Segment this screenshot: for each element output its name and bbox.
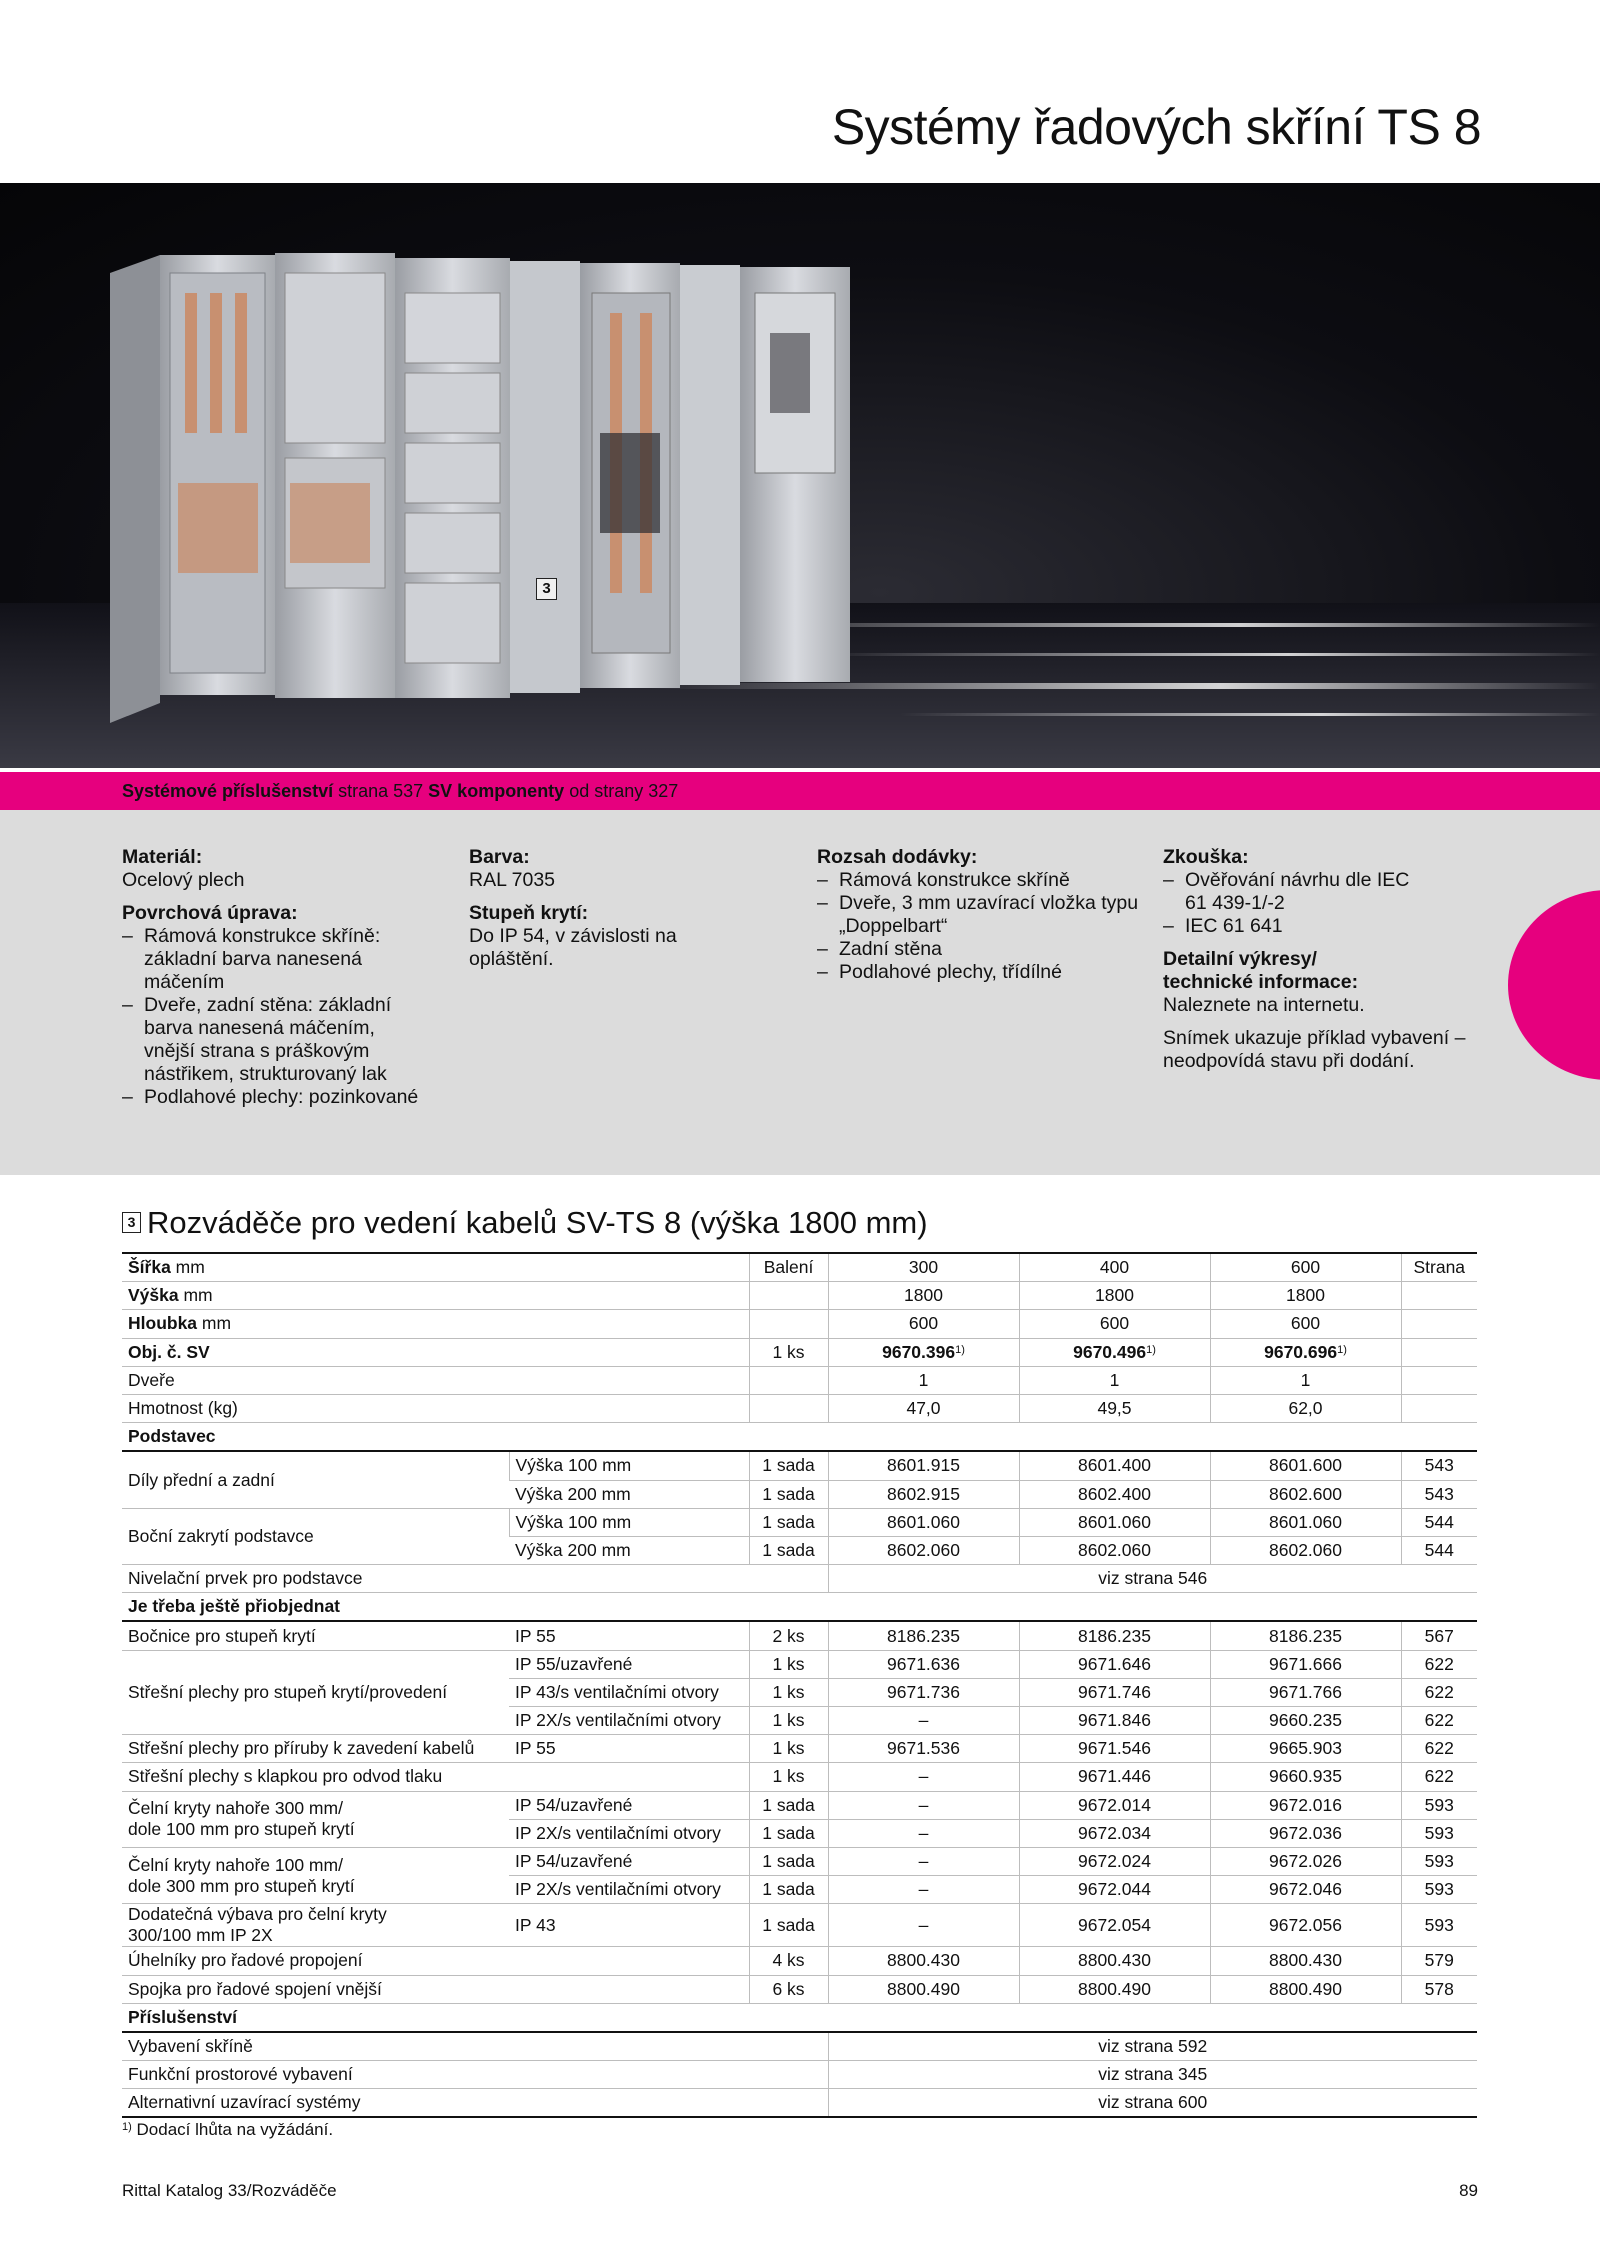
page-title: Systémy řadových skříní TS 8 [831, 99, 1481, 155]
doors-label: Dveře [122, 1366, 749, 1394]
table-cell: 593 [1401, 1847, 1477, 1875]
group-accessories: Příslušenství [122, 2003, 1477, 2032]
table-cell: 1 sada [749, 1451, 828, 1480]
footnote-marker: 1) [122, 2121, 132, 2133]
table-cell: 600 [1019, 1310, 1210, 1338]
table-cell: 8602.400 [1019, 1480, 1210, 1508]
drawings-value: Naleznete na internetu. [1163, 994, 1365, 1016]
drawings-heading-2: technické informace: [1163, 971, 1359, 993]
table-cell: 8601.600 [1210, 1451, 1401, 1480]
table-cell: 9672.044 [1019, 1876, 1210, 1904]
table-cell: 8800.490 [828, 1975, 1019, 2003]
table-cell: 9671.666 [1210, 1650, 1401, 1678]
table-cell: 1800 [828, 1282, 1019, 1310]
table-cell: 8186.235 [1210, 1621, 1401, 1650]
table-cell: 1 ks [749, 1735, 828, 1763]
table-cell: 593 [1401, 1791, 1477, 1819]
table-cell: 578 [1401, 1975, 1477, 2003]
group-header-row [122, 1593, 1477, 1622]
table-cell: 1 ks [749, 1650, 828, 1678]
table-cell: 9672.036 [1210, 1819, 1401, 1847]
footer-catalog: Rittal Katalog 33/Rozváděče [122, 2181, 337, 2200]
table-cell: – [828, 1847, 1019, 1875]
info-panel [0, 810, 1600, 1175]
table-cell: – [828, 1763, 1019, 1791]
row-label: Funkční prostorové vybavení [122, 2061, 828, 2089]
table-cell: 1 ks [749, 1707, 828, 1735]
table-cell: 8601.400 [1019, 1451, 1210, 1480]
table-cell: 1 sada [749, 1480, 828, 1508]
table-cell: 9671.746 [1019, 1678, 1210, 1706]
table-cell: 9672.054 [1019, 1904, 1210, 1947]
sv-components-page: od strany 327 [564, 781, 679, 801]
page-number: 89 [1459, 2181, 1478, 2200]
table-cell: 593 [1401, 1819, 1477, 1847]
page-reference: viz strana 345 [828, 2061, 1477, 2089]
row-label: Střešní plechy pro příruby k zavedení kabelů [122, 1735, 509, 1763]
row-label [122, 1791, 509, 1847]
table-row [122, 1791, 1477, 1819]
table-cell: 9672.046 [1210, 1876, 1401, 1904]
table-cell: 579 [1401, 1947, 1477, 1975]
table-cell: 1 sada [749, 1536, 828, 1564]
table-cell: 9671.446 [1019, 1763, 1210, 1791]
table-cell: 8602.060 [1019, 1536, 1210, 1564]
unit-mm: mm [178, 1285, 213, 1306]
table-row [122, 1847, 1477, 1875]
table-cell: 1 ks [749, 1678, 828, 1706]
scope-item: – Zadní stěna [817, 938, 1137, 961]
table-cell: 9672.034 [1019, 1819, 1210, 1847]
footnote-ref: 1) [1146, 1343, 1156, 1356]
surface-item: – Podlahové plechy: pozinkované [122, 1086, 452, 1109]
table-cell: 543 [1401, 1480, 1477, 1508]
table-cell: IP 43/s ventilačními otvory [509, 1678, 749, 1706]
row-label: Alternativní uzavírací systémy [122, 2089, 828, 2118]
row-label: Střešní plechy pro stupeň krytí/provedení [122, 1650, 509, 1735]
table-cell: 1 [828, 1366, 1019, 1394]
test-item: – Ověřování návrhu dle IEC 61 439-1/-2 [1163, 869, 1415, 915]
unit-mm: mm [197, 1313, 232, 1334]
unit-mm: mm [170, 1257, 205, 1278]
info-col-test [1163, 846, 1493, 1073]
surface-heading: Povrchová úprava: [122, 902, 298, 924]
row-label-line: Čelní kryty nahoře 100 mm/ [128, 1854, 343, 1875]
table-cell: 600 [1210, 1310, 1401, 1338]
table-cell: 9671.536 [828, 1735, 1019, 1763]
table-cell: IP 54/uzavřené [509, 1791, 749, 1819]
width-300: 300 [828, 1253, 1019, 1282]
table-cell: 9672.056 [1210, 1904, 1401, 1947]
row-label: Boční zakrytí podstavce [122, 1508, 509, 1564]
height-label: Výška [128, 1285, 179, 1306]
product-photo [0, 183, 1600, 768]
table-cell: Výška 100 mm [509, 1451, 749, 1480]
table-row [122, 1451, 1477, 1480]
footnote-text: Dodací lhůta na vyžádání. [131, 2120, 334, 2139]
table-row [122, 1565, 1477, 1593]
table-cell: 8800.430 [1019, 1947, 1210, 1975]
table-cell: 593 [1401, 1904, 1477, 1947]
table-cell: 9671.546 [1019, 1735, 1210, 1763]
table-row [122, 1253, 1477, 1282]
table-cell: 9672.024 [1019, 1847, 1210, 1875]
packing-header: Balení [749, 1253, 828, 1282]
surface-item: – Rámová konstrukce skříně: základní barva nanesená máčením [122, 925, 444, 994]
scope-item: – Rámová konstrukce skříně [817, 869, 1137, 892]
table-cell: IP 2X/s ventilačními otvory [509, 1819, 749, 1847]
table-cell: 8800.490 [1019, 1975, 1210, 2003]
table-cell: 9671.636 [828, 1650, 1019, 1678]
table-cell: 622 [1401, 1678, 1477, 1706]
row-label: Vybavení skříně [122, 2032, 828, 2061]
table-row [122, 1310, 1477, 1338]
table-cell: 8601.915 [828, 1451, 1019, 1480]
row-label-line: Dodatečná výbava pro čelní kryty [128, 1904, 387, 1925]
group-order: Je třeba ještě přiobjednat [122, 1593, 1477, 1622]
table-row [122, 2089, 1477, 2118]
accessories-bar [0, 772, 1600, 810]
table-row [122, 1947, 1477, 1975]
row-label: Nivelační prvek pro podstavce [122, 1565, 828, 1593]
width-400: 400 [1019, 1253, 1210, 1282]
info-col-color [469, 846, 769, 971]
footnote [122, 2120, 333, 2140]
cabinet-illustration [0, 183, 1600, 768]
order-number-label: Obj. č. SV [128, 1341, 210, 1362]
table-cell: 49,5 [1019, 1394, 1210, 1422]
table-row [122, 1508, 1477, 1536]
row-label [122, 1904, 509, 1947]
table-cell: 543 [1401, 1451, 1477, 1480]
table-row [122, 1338, 1477, 1366]
table-cell: 1 sada [749, 1508, 828, 1536]
row-label-line: dole 100 mm pro stupeň krytí [128, 1819, 355, 1840]
table-cell: Výška 200 mm [509, 1480, 749, 1508]
protection-heading: Stupeň krytí: [469, 902, 589, 924]
table-cell: 9672.014 [1019, 1791, 1210, 1819]
page-header: Strana [1401, 1253, 1477, 1282]
table-cell: 8186.235 [828, 1621, 1019, 1650]
table-cell: 8602.060 [1210, 1536, 1401, 1564]
table-cell: 1 ks [749, 1763, 828, 1791]
table-cell: – [828, 1791, 1019, 1819]
table-row [122, 2032, 1477, 2061]
table-cell: 8800.430 [828, 1947, 1019, 1975]
table-cell: 1 [1210, 1366, 1401, 1394]
material-value: Ocelový plech [122, 869, 245, 891]
width-600: 600 [1210, 1253, 1401, 1282]
table-row [122, 2061, 1477, 2089]
row-label: Úhelníky pro řadové propojení [122, 1947, 749, 1975]
table-cell: 622 [1401, 1763, 1477, 1791]
section-number-badge: 3 [122, 1212, 141, 1233]
row-label: Díly přední a zadní [122, 1451, 509, 1508]
table-cell: 1800 [1210, 1282, 1401, 1310]
table-cell: IP 55/uzavřené [509, 1650, 749, 1678]
table-cell: 8601.060 [1210, 1508, 1401, 1536]
table-cell: 1 sada [749, 1791, 828, 1819]
table-cell: 9671.766 [1210, 1678, 1401, 1706]
table-cell: 1 sada [749, 1847, 828, 1875]
table-cell: 622 [1401, 1735, 1477, 1763]
row-label-line: 300/100 mm IP 2X [128, 1925, 273, 1946]
table-cell: 8602.915 [828, 1480, 1019, 1508]
table-cell: 8186.235 [1019, 1621, 1210, 1650]
sv-components-label: SV komponenty [428, 781, 565, 801]
material-heading: Materiál: [122, 846, 203, 868]
weight-label: Hmotnost (kg) [122, 1394, 749, 1422]
scope-item: – Dveře, 3 mm uzavírací vložka typu „Doppelbart“ [817, 892, 1149, 938]
table-cell: 1 [1019, 1366, 1210, 1394]
section-title [122, 1205, 928, 1241]
table-cell: 622 [1401, 1650, 1477, 1678]
figure-callout-badge: 3 [536, 578, 557, 600]
table-cell: 1 sada [749, 1904, 828, 1947]
table-cell: 8800.430 [1210, 1947, 1401, 1975]
order-number: 9670.696 [1264, 1341, 1338, 1362]
section-title-text: Rozváděče pro vedení kabelů SV-TS 8 (výška 1800 mm) [147, 1205, 928, 1240]
width-label: Šířka [128, 1257, 171, 1278]
order-number: 9670.396 [882, 1341, 956, 1362]
table-cell: IP 2X/s ventilačními otvory [509, 1876, 749, 1904]
group-header-row [122, 1423, 1477, 1452]
table-cell: 9672.026 [1210, 1847, 1401, 1875]
table-row [122, 1763, 1477, 1791]
table-cell: 9671.736 [828, 1678, 1019, 1706]
table-cell: 9660.235 [1210, 1707, 1401, 1735]
table-cell: IP 55 [509, 1735, 749, 1763]
drawings-heading: Detailní výkresy/ [1163, 948, 1317, 970]
page-reference: viz strana 546 [828, 1565, 1477, 1593]
table-cell: 1800 [1019, 1282, 1210, 1310]
table-row [122, 1975, 1477, 2003]
table-cell: 593 [1401, 1876, 1477, 1904]
table-cell: 544 [1401, 1508, 1477, 1536]
info-col-scope [817, 846, 1137, 984]
table-cell: – [828, 1904, 1019, 1947]
system-accessories-page: strana 537 [333, 781, 429, 801]
row-label-line: dole 300 mm pro stupeň krytí [128, 1875, 355, 1896]
table-cell: 9671.846 [1019, 1707, 1210, 1735]
table-cell: 9665.903 [1210, 1735, 1401, 1763]
table-cell: IP 2X/s ventilačními otvory [509, 1707, 749, 1735]
table-cell: 62,0 [1210, 1394, 1401, 1422]
color-value: RAL 7035 [469, 869, 556, 891]
info-col-material [122, 846, 452, 1109]
table-cell: 9672.016 [1210, 1791, 1401, 1819]
table-cell: 47,0 [828, 1394, 1019, 1422]
table-cell: 8602.060 [828, 1536, 1019, 1564]
table-cell: 9660.935 [1210, 1763, 1401, 1791]
table-cell: 8601.060 [1019, 1508, 1210, 1536]
group-header-row [122, 2003, 1477, 2032]
table-cell: 8602.600 [1210, 1480, 1401, 1508]
table-cell: IP 43 [509, 1904, 749, 1947]
test-item: – IEC 61 641 [1163, 915, 1493, 938]
scope-item: – Podlahové plechy, třídílné [817, 961, 1137, 984]
table-row [122, 1621, 1477, 1650]
test-heading: Zkouška: [1163, 846, 1249, 868]
table-row [122, 1904, 1477, 1947]
table-cell: IP 55 [509, 1621, 749, 1650]
table-cell: 622 [1401, 1707, 1477, 1735]
table-cell: 544 [1401, 1536, 1477, 1564]
row-label: Střešní plechy s klapkou pro odvod tlaku [122, 1763, 749, 1791]
table-cell: 8800.490 [1210, 1975, 1401, 2003]
surface-item: – Dveře, zadní stěna: základní barva nanesená máčením, vnější strana s práškovým nástřikem, strukturovaný lak [122, 994, 414, 1086]
table-cell: 1 sada [749, 1819, 828, 1847]
table-cell: IP 54/uzavřené [509, 1847, 749, 1875]
row-label [122, 1847, 509, 1903]
table-row [122, 1650, 1477, 1678]
table-cell: 567 [1401, 1621, 1477, 1650]
table-cell: 4 ks [749, 1947, 828, 1975]
footnote-ref: 1) [955, 1343, 965, 1356]
page-reference: viz strana 592 [828, 2032, 1477, 2061]
table-cell: 8601.060 [828, 1508, 1019, 1536]
row-label: Bočnice pro stupeň krytí [122, 1621, 509, 1650]
product-table [122, 1252, 1477, 2118]
page-reference: viz strana 600 [828, 2089, 1477, 2118]
photo-note: Snímek ukazuje příklad vybavení – neodpovídá stavu při dodání. [1163, 1027, 1466, 1072]
table-cell: 2 ks [749, 1621, 828, 1650]
protection-value: Do IP 54, v závislosti na opláštění. [469, 925, 677, 970]
table-cell: 600 [828, 1310, 1019, 1338]
system-accessories-label: Systémové příslušenství [122, 781, 334, 801]
row-label-line: Čelní kryty nahoře 300 mm/ [128, 1798, 343, 1819]
depth-label: Hloubka [128, 1313, 198, 1334]
table-row [122, 1735, 1477, 1763]
table-cell: 1 ks [749, 1338, 828, 1366]
table-row [122, 1394, 1477, 1422]
table-cell: – [828, 1876, 1019, 1904]
table-cell: 1 sada [749, 1876, 828, 1904]
color-heading: Barva: [469, 846, 530, 868]
table-row [122, 1282, 1477, 1310]
table-cell: 9671.646 [1019, 1650, 1210, 1678]
table-cell: Výška 100 mm [509, 1508, 749, 1536]
scope-heading: Rozsah dodávky: [817, 846, 978, 868]
table-cell: – [828, 1707, 1019, 1735]
group-plinth: Podstavec [122, 1423, 1477, 1452]
table-cell: 6 ks [749, 1975, 828, 2003]
table-row [122, 1366, 1477, 1394]
order-number: 9670.496 [1073, 1341, 1147, 1362]
table-cell: Výška 200 mm [509, 1536, 749, 1564]
table-cell: – [828, 1819, 1019, 1847]
footnote-ref: 1) [1337, 1343, 1347, 1356]
row-label: Spojka pro řadové spojení vnější [122, 1975, 749, 2003]
